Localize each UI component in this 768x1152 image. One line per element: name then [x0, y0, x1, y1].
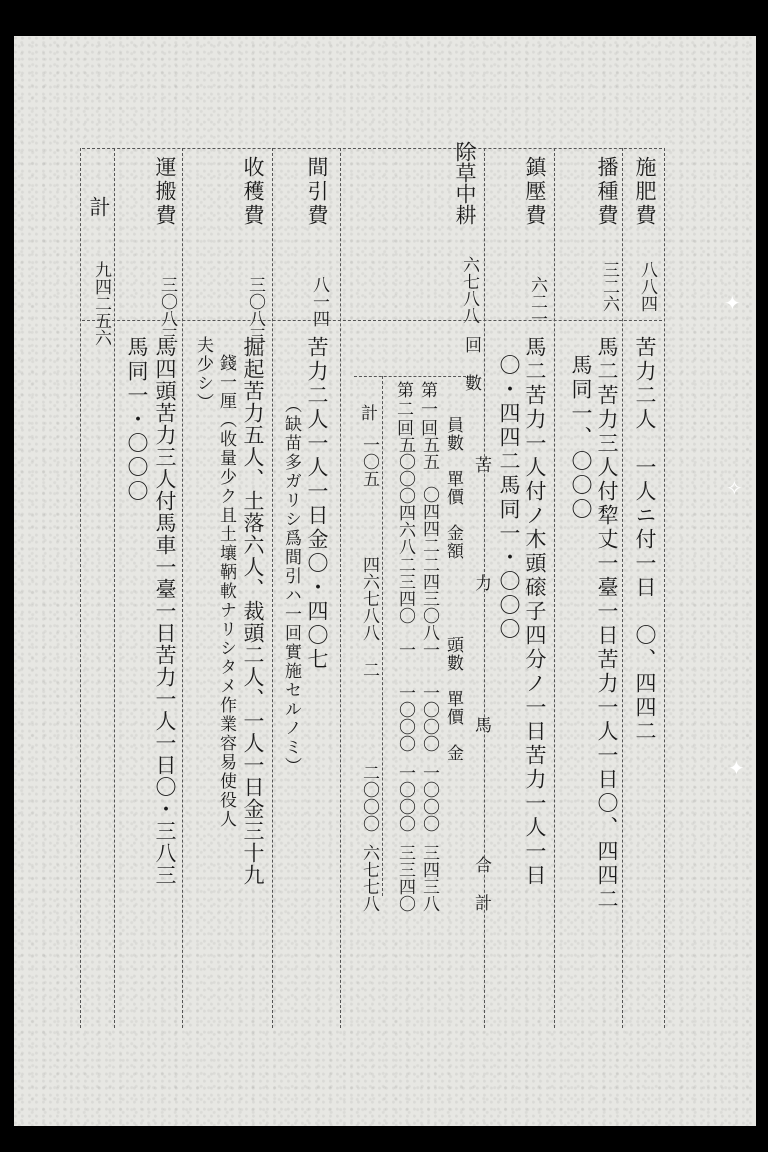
row-detail: 〇・四四二馬同一・〇〇〇: [497, 354, 521, 642]
table-header-heads: 員數 單價 金額: [443, 416, 463, 560]
table-cell: 五五: [419, 436, 439, 470]
table-cell: 六七七八: [359, 844, 379, 912]
table-header-total: 合 計: [471, 856, 491, 913]
table-cell: 一〇〇〇: [395, 684, 415, 752]
table-cell: 一: [395, 641, 415, 658]
table-header-kaisu: 回 數: [461, 336, 481, 393]
table-header-group: 苦: [471, 456, 491, 475]
table-header-horse: 馬: [471, 716, 491, 735]
row-amount: 三〇八三: [157, 276, 177, 344]
row-detail: （缺苗多ガリシ爲間引ハ一回實施セルノミ）: [281, 396, 301, 776]
table-row-label: 第一回: [417, 381, 437, 438]
table-cell: 二〇〇〇: [359, 764, 379, 832]
table-header-horsecols: 頭數 單價 金: [443, 636, 463, 762]
table-cell: 一〇〇〇: [419, 764, 439, 832]
table-rule: [354, 376, 466, 377]
row-detail: 錢一厘（收量少ク且土壤鞆軟ナリシタメ作業容易使役人: [216, 354, 236, 829]
left-border: [80, 148, 81, 1028]
table-cell: 一〇五: [359, 436, 379, 487]
row-divider: [340, 148, 341, 1028]
header-rule: [82, 148, 662, 149]
row-detail: 馬同一・〇〇〇: [125, 336, 149, 504]
row-amount: 六七八八: [459, 256, 479, 324]
row-divider: [554, 148, 555, 1028]
table-cell: 一〇〇〇: [419, 684, 439, 752]
document-page: [14, 36, 756, 1126]
row-label: 除草中耕: [453, 141, 477, 225]
table-header-group: 力: [471, 574, 491, 593]
right-border: [664, 148, 665, 1028]
row-label: 間引費: [305, 156, 329, 228]
row-amount: 六二一: [527, 276, 547, 327]
row-detail: 馬四頭苦力三人付馬車一臺一日苦力一人一日〇・三八三: [153, 336, 177, 886]
row-amount: 八八四: [637, 261, 657, 312]
row-detail: 馬同一、〇〇〇: [569, 354, 593, 522]
row-detail: 馬二苦力一人付ノ木頭磙子四分ノ一日苦力一人一日: [523, 336, 547, 888]
row-label: 運搬費: [153, 156, 177, 228]
table-rule: [382, 376, 383, 896]
row-label: 播種費: [595, 156, 619, 228]
row-detail: 掘起苦力五人、土落六人、裁頭二人、一人一日金三十九: [241, 336, 265, 886]
row-amount: 八一四: [309, 276, 329, 327]
table-cell: 二: [359, 661, 379, 678]
table-cell: 五〇〇〇四六八: [395, 436, 415, 555]
row-divider: [272, 148, 273, 1028]
row-divider: [622, 148, 623, 1028]
scratch-mark: ✦: [728, 756, 745, 780]
row-detail: 馬二苦力三人付犂丈一臺一日苦力一人一日〇、四四二: [595, 336, 619, 912]
table-total-label: 計: [357, 404, 377, 423]
table-cell: 一〇〇〇: [395, 764, 415, 832]
table-cell: 一: [419, 641, 439, 658]
row-divider: [114, 148, 115, 1028]
table-cell: 二四三〇八: [419, 556, 439, 641]
scratch-mark: ✧: [726, 476, 743, 500]
table-cell: 三三四〇: [395, 844, 415, 912]
row-amount: 三〇八三: [245, 276, 265, 344]
row-divider: [182, 148, 183, 1028]
row-amount: 三二六: [599, 261, 619, 312]
table-row-label: 第二回: [393, 381, 413, 438]
scratch-mark: ✦: [724, 291, 741, 315]
table-cell: 三四三八: [419, 844, 439, 912]
row-detail: 苦力二人一人一日金〇・四〇七: [305, 336, 329, 672]
row-label: 計: [87, 196, 111, 220]
table-cell: 四六七八八: [359, 556, 379, 641]
row-label: 收穫費: [241, 156, 265, 228]
row-detail: 苦力二人 一人ニ付一日 〇、四四二: [633, 336, 657, 744]
table-cell: 〇四四二: [419, 486, 439, 554]
row-label: 鎮壓費: [523, 156, 547, 228]
row-label: 施肥費: [633, 156, 657, 228]
row-amount: 九四二五六: [91, 261, 111, 346]
table-cell: 二三四〇: [395, 556, 415, 624]
row-detail: 夫少シ）: [193, 336, 213, 412]
